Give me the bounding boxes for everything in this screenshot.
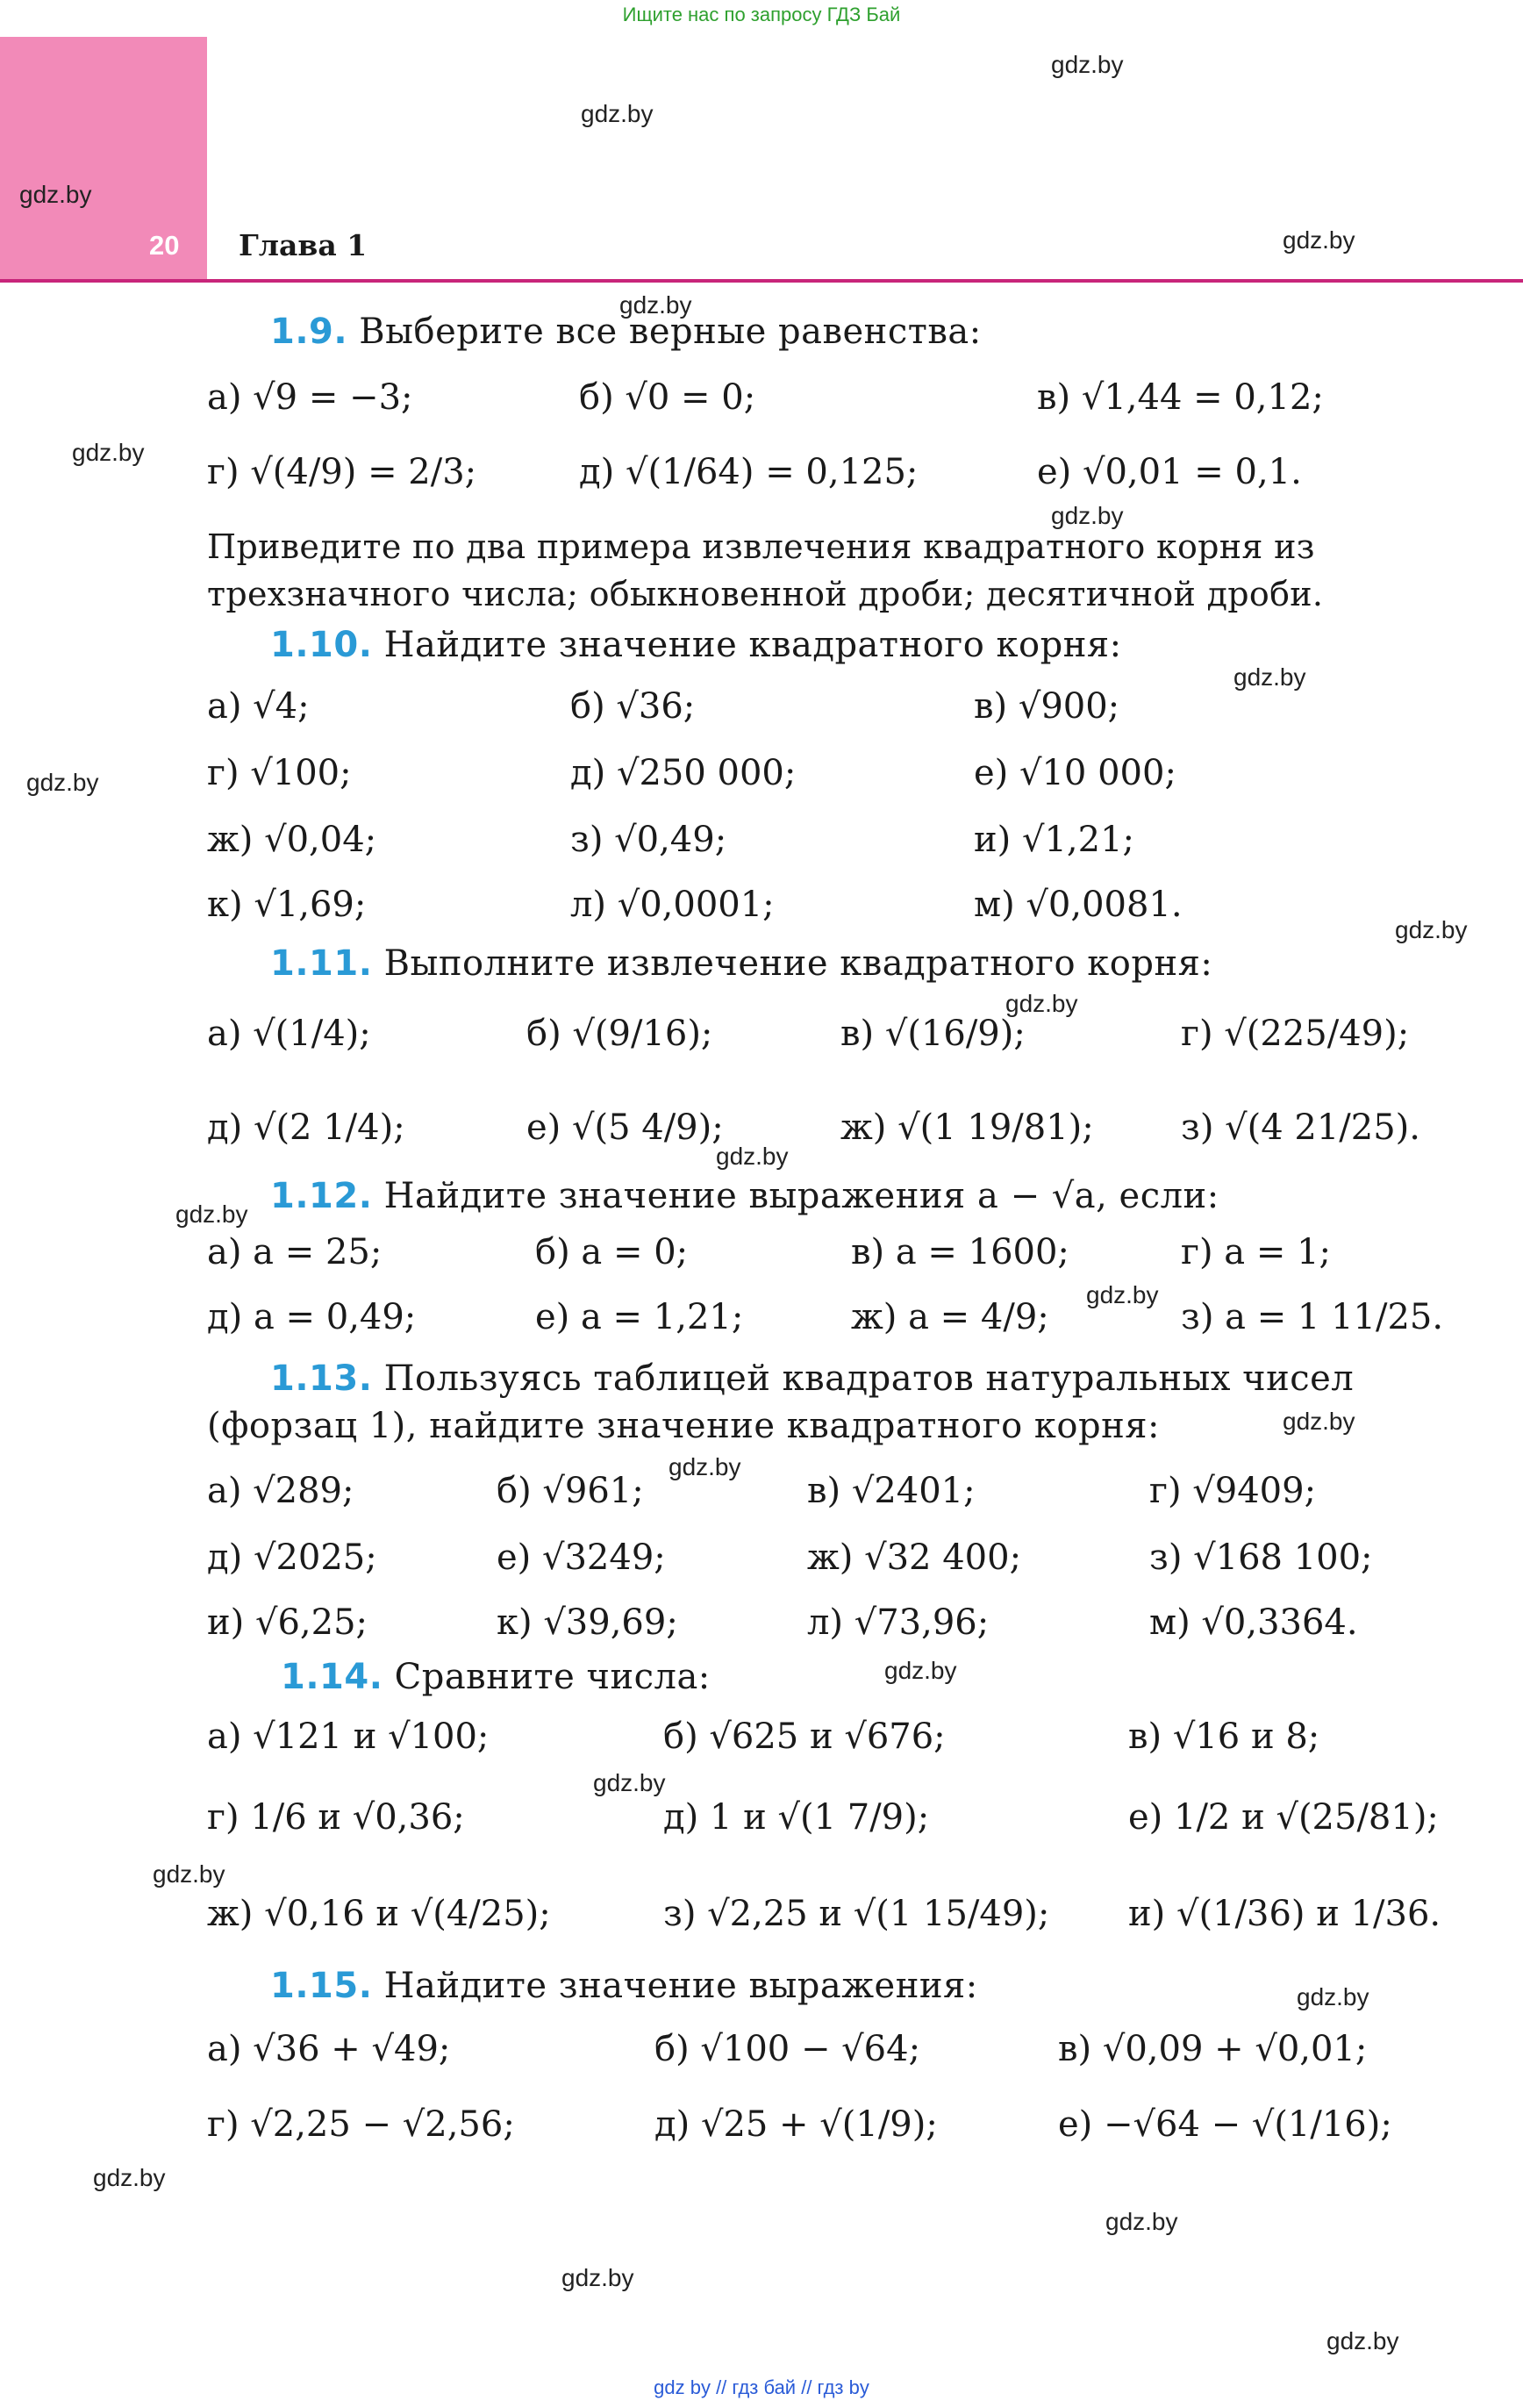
list-item: д) √(2 1/4); (207, 1107, 405, 1148)
list-item: д) 1 и √(1 7/9); (663, 1797, 930, 1838)
watermark: gdz.by (593, 1769, 666, 1796)
list-item: а) √(1/4); (207, 1014, 371, 1054)
list-item: в) a = 1600; (851, 1232, 1069, 1272)
watermark: gdz.by (1086, 1281, 1159, 1308)
list-item: б) √(9/16); (526, 1014, 713, 1054)
watermark: gdz.by (1005, 990, 1078, 1017)
list-item: к) √39,69; (497, 1602, 678, 1643)
exercise-heading (270, 625, 1122, 665)
list-item: е) −√64 − √(1/16); (1058, 2104, 1392, 2145)
list-item: е) √0,01 = 0,1. (1037, 452, 1302, 492)
list-item: д) √25 + √(1/9); (654, 2104, 938, 2145)
top-banner[interactable]: Ищите нас по запросу ГДЗ Бай (622, 4, 901, 25)
exercise-heading (270, 943, 1212, 984)
list-item: б) a = 0; (535, 1232, 689, 1272)
watermark: gdz.by (1233, 663, 1306, 691)
watermark: gdz.by (93, 2164, 166, 2191)
exercise-title-cont: (форзац 1), найдите значение квадратного корня: (207, 1406, 1160, 1446)
exercise-title: Выполните извлечение квадратного корня: (383, 943, 1213, 984)
list-item: д) a = 0,49; (207, 1297, 417, 1337)
list-item: а) √9 = −3; (207, 377, 413, 418)
list-item: а) √121 и √100; (207, 1716, 490, 1757)
list-item: а) √36 + √49; (207, 2029, 451, 2069)
list-item: з) a = 1 11/25. (1181, 1297, 1444, 1337)
list-item: в) √2401; (807, 1471, 976, 1511)
list-item: а) √289; (207, 1471, 354, 1511)
list-item: а) a = 25; (207, 1232, 383, 1272)
exercise-title: Найдите значение выражения: (383, 1966, 978, 2006)
watermark: gdz.by (716, 1143, 789, 1170)
watermark: gdz.by (561, 2264, 634, 2291)
list-item: ж) √(1 19/81); (840, 1107, 1094, 1148)
watermark: gdz.by (1283, 226, 1355, 254)
watermark: gdz.by (619, 291, 692, 319)
exercise-title: Пользуясь таблицей квадратов натуральных чисел (383, 1358, 1355, 1399)
list-item: г) √100; (207, 753, 352, 793)
list-item: в) √(16/9); (840, 1014, 1026, 1054)
list-item: г) √(225/49); (1181, 1014, 1410, 1054)
list-item: ж) √0,04; (207, 820, 377, 860)
list-item: б) √625 и √676; (663, 1716, 946, 1757)
list-item: з) √168 100; (1149, 1537, 1373, 1578)
list-item: г) 1/6 и √0,36; (207, 1797, 465, 1838)
list-item: з) √(4 21/25). (1181, 1107, 1420, 1148)
watermark: gdz.by (1395, 916, 1468, 943)
exercise-number: 1.15. (270, 1966, 373, 2006)
list-item: и) √1,21; (974, 820, 1135, 860)
list-item: в) √1,44 = 0,12; (1037, 377, 1324, 418)
list-item: г) √2,25 − √2,56; (207, 2104, 515, 2145)
header-rule (0, 279, 1523, 283)
exercise-number: 1.12. (270, 1176, 373, 1216)
list-item: и) √6,25; (207, 1602, 368, 1643)
page-number: 20 (149, 230, 180, 261)
footer-links[interactable]: gdz by // гдз бай // гдз by (654, 2376, 869, 2398)
list-item: е) a = 1,21; (535, 1297, 744, 1337)
exercise-number: 1.10. (270, 625, 373, 665)
watermark: gdz.by (1297, 1983, 1369, 2010)
list-item: ж) a = 4/9; (851, 1297, 1049, 1337)
list-item: л) √73,96; (807, 1602, 990, 1643)
list-item: в) √900; (974, 686, 1120, 727)
list-item: ж) √32 400; (807, 1537, 1022, 1578)
list-item: д) √2025; (207, 1537, 377, 1578)
watermark: gdz.by (581, 100, 654, 127)
exercise-heading (270, 1966, 978, 2006)
exercise-heading (270, 1358, 1354, 1399)
list-item: а) √4; (207, 686, 310, 727)
exercise-title: Найдите значение выражения a − √a, если: (383, 1176, 1219, 1216)
exercise-heading (270, 1176, 1219, 1216)
list-item: з) √2,25 и √(1 15/49); (663, 1894, 1050, 1934)
watermark: gdz.by (26, 769, 99, 796)
exercise-heading (281, 1657, 711, 1697)
list-item: б) √100 − √64; (654, 2029, 921, 2069)
list-item: б) √961; (497, 1471, 644, 1511)
watermark: gdz.by (1051, 51, 1124, 78)
list-item: г) √(4/9) = 2/3; (207, 452, 477, 492)
exercise-title: Сравните числа: (394, 1657, 711, 1697)
list-item: в) √0,09 + √0,01; (1058, 2029, 1368, 2069)
list-item: з) √0,49; (570, 820, 727, 860)
list-item: б) √36; (570, 686, 696, 727)
watermark: gdz.by (1051, 502, 1124, 529)
list-item: д) √(1/64) = 0,125; (579, 452, 919, 492)
list-item: г) a = 1; (1181, 1232, 1331, 1272)
list-item: б) √0 = 0; (579, 377, 756, 418)
exercise-number: 1.13. (270, 1358, 373, 1399)
watermark: gdz.by (175, 1200, 248, 1228)
list-item: д) √250 000; (570, 753, 797, 793)
list-item: е) √(5 4/9); (526, 1107, 724, 1148)
watermark: gdz.by (1326, 2327, 1399, 2354)
list-item: к) √1,69; (207, 885, 367, 925)
list-item: л) √0,0001; (570, 885, 775, 925)
watermark: gdz.by (884, 1657, 957, 1684)
chapter-title: Глава 1 (239, 228, 368, 262)
watermark: gdz.by (1283, 1408, 1355, 1435)
exercise-title: Выберите все верные равенства: (359, 312, 982, 352)
watermark: gdz.by (153, 1860, 225, 1888)
list-item: и) √(1/36) и 1/36. (1128, 1894, 1441, 1934)
watermark: gdz.by (1105, 2208, 1178, 2235)
list-item: в) √16 и 8; (1128, 1716, 1320, 1757)
exercise-number: 1.11. (270, 943, 373, 984)
exercise-title: Найдите значение квадратного корня: (383, 625, 1122, 665)
exercise-paragraph: Приведите по два примера извлечения квадратного корня из трехзначного числа; обыкновенной дроби; десятичной дроби. (207, 527, 1324, 613)
list-item: е) √10 000; (974, 753, 1176, 793)
watermark: gdz.by (669, 1453, 741, 1480)
list-item: м) √0,3364. (1149, 1602, 1358, 1643)
list-item: ж) √0,16 и √(4/25); (207, 1894, 551, 1934)
list-item: е) 1/2 и √(25/81); (1128, 1797, 1439, 1838)
exercise-number: 1.9. (270, 312, 348, 352)
list-item: г) √9409; (1149, 1471, 1317, 1511)
list-item: е) √3249; (497, 1537, 666, 1578)
watermark: gdz.by (72, 439, 145, 466)
list-item: м) √0,0081. (974, 885, 1183, 925)
exercise-number: 1.14. (281, 1657, 383, 1697)
watermark: gdz.by (19, 181, 92, 208)
